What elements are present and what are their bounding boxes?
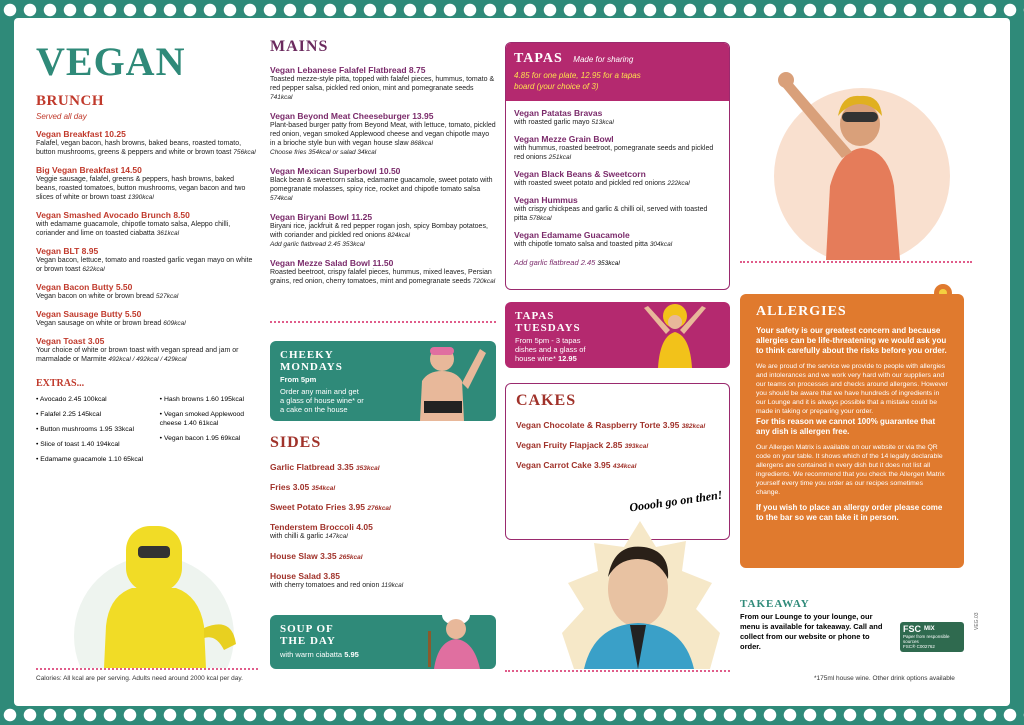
sides-item-price: 3.35 [320, 551, 337, 561]
tuesdays-desc-2: dishes and a glass of [515, 345, 586, 354]
soup-title-2: THE DAY [280, 635, 336, 647]
sides-item-kcal: 276kcal [367, 505, 391, 512]
tapas-box [505, 42, 730, 290]
brunch-item [36, 129, 256, 157]
tapas-pricing-1: 4.85 for one plate, 12.95 for a tapas [514, 71, 641, 80]
mains-item-desc: Roasted beetroot, crispy falafel pieces, hummus, mixed leaves, Persian grains, red onion, cherry tomatoes, mint and pomegranate seeds [270, 269, 492, 285]
mains-item-kcal: 574kcal [270, 195, 293, 202]
mains-item-kcal: 720kcal [472, 278, 496, 285]
scalloped-border-top [0, 0, 1024, 20]
tapas-item [514, 230, 721, 249]
smiling-man-photo [554, 513, 732, 669]
mains-item-price: 11.50 [372, 258, 394, 268]
fsc-mix: MIX [924, 626, 935, 632]
brunch-item-name: Vegan Breakfast [36, 129, 103, 139]
tuesdays-desc-3: house wine* [515, 354, 556, 363]
brunch-item [36, 336, 256, 364]
sides-item [270, 462, 496, 472]
tuesdays-title-2: TUESDAYS [515, 322, 581, 334]
tuesdays-price: 12.95 [557, 354, 577, 363]
mains-item [270, 111, 496, 157]
sides-item [270, 522, 496, 541]
allergies-box [740, 294, 964, 568]
tapas-item-kcal: 513kcal [591, 119, 614, 126]
extras-item: • Vegan bacon 1.95 69kcal [160, 434, 256, 443]
brunch-item-price: 3.05 [87, 336, 105, 346]
soup-price: 5.95 [344, 650, 359, 659]
extras-item: • Slice of toast 1.40 194kcal [36, 440, 150, 449]
extras-item: • Hash browns 1.60 195kcal [160, 395, 256, 404]
swimmer-woman-photo [742, 46, 972, 260]
sides-item-kcal: 265kcal [339, 554, 363, 561]
takeaway-section [740, 598, 886, 652]
allergies-bold-2: For this reason we cannot 100% guarantee that any dish is allergen free. [756, 417, 936, 436]
sides-item-name: Garlic Flatbread [270, 462, 335, 472]
brunch-item-kcal: 609kcal [163, 320, 186, 327]
tapas-item-name: Vegan Mezze Grain Bowl [514, 134, 614, 144]
mains-item-desc: Black bean & sweetcorn salsa, edamame guacamole, sweet potato with pomegranate molasses, spicy rice, rocket and chipotle tomato salsa [270, 177, 493, 193]
mains-item [270, 258, 496, 286]
cakes-item [516, 420, 719, 430]
mains-item-kcal: 824kcal [387, 232, 410, 239]
cheeky-mondays-banner [270, 341, 496, 421]
tapas-tuesdays-banner [505, 302, 730, 368]
tapas-item-name: Vegan Black Beans & Sweetcorn [514, 169, 646, 179]
extras-right [160, 395, 256, 470]
sides-item-name: Tenderstem Broccoli [270, 522, 354, 532]
tapas-item-kcal: 222kcal [667, 180, 690, 187]
mains-item-note: Add garlic flatbread 2.45 353kcal [270, 241, 365, 248]
brunch-item-price: 8.95 [81, 246, 99, 256]
extras-left [36, 395, 150, 470]
cheeky-title-1: CHEEKY [280, 349, 334, 361]
sides-title: SIDES [270, 434, 322, 451]
tapas-item [514, 108, 721, 127]
sides-item-name: Sweet Potato Fries [270, 502, 347, 512]
fsc-label: FSC [903, 624, 921, 634]
soup-title-1: SOUP OF [280, 623, 334, 635]
cheeky-desc-1: Order any main and get [280, 387, 359, 396]
tapas-item-name: Vegan Hummus [514, 195, 578, 205]
brunch-item-desc: with edamame guacamole, chipotle tomato salsa, Aleppo chilli, coriander and lime on toasted ciabatta [36, 221, 231, 237]
dancer-photo [630, 302, 720, 368]
extras-item: • Avocado 2.45 100kcal [36, 395, 150, 404]
tapas-item-kcal: 251kcal [548, 154, 572, 161]
brunch-title: BRUNCH [36, 93, 105, 109]
sides-item [270, 482, 496, 492]
divider [36, 668, 258, 670]
mains-item-desc: Plant-based burger patty from Beyond Meat, with lettuce, tomato, pickled red onion, vegan smoked Applewood cheese and vegan chipotle mayo in a brioche style bun with vegan house slaw [270, 122, 496, 147]
sides-item-name: House Salad [270, 571, 322, 581]
brunch-item-kcal: 622kcal [82, 266, 105, 273]
allergies-title: ALLERGIES [756, 304, 847, 319]
allergies-body-2: Our Allergen Matrix is available on our website or via the QR code on your table. It shows which of the 14 legally declarable allergens are contained in every dish but it does not list all ingredients. We recommend that you check the Allergen Matrix yourself every time you order as our recipes sometimes change. [756, 444, 945, 496]
brunch-item-name: Big Vegan Breakfast [36, 165, 119, 175]
brunch-item [36, 246, 256, 274]
menu-sheet [14, 18, 1010, 706]
extras-title: EXTRAS... [36, 378, 85, 389]
cakes-item-name: Vegan Chocolate & Raspberry Torte [516, 420, 661, 430]
cakes-item-price: 3.95 [662, 420, 680, 430]
allergies-bold-1: Your safety is our greatest concern and because allergies can be life-threatening we would ask you to think carefully about the risks before you order. [756, 326, 947, 355]
brunch-item-price: 5.50 [124, 309, 142, 319]
mains-title: MAINS [270, 38, 329, 55]
fsc-code: FSC® C002762 [903, 644, 935, 649]
oooh-caption: Ooooh go on then! [628, 487, 724, 515]
cheeky-title-2: MONDAYS [280, 361, 343, 373]
tapas-item [514, 169, 721, 188]
cheeky-time: From 5pm [280, 375, 317, 384]
tapas-addon: Add garlic flatbread 2.45 [514, 258, 596, 267]
brunch-item-desc: Falafel, vegan bacon, hash browns, baked beans, roasted tomato, button mushrooms, greens & peppers and white or brown toast [36, 140, 242, 156]
tapas-item [514, 195, 721, 223]
sides-column [270, 434, 496, 590]
cakes-item-name: Vegan Carrot Cake [516, 460, 592, 470]
tapas-item [514, 134, 721, 162]
tapas-list [514, 108, 721, 249]
brand-title: VEGAN [36, 39, 186, 84]
extras-item: • Edamame guacamole 1.10 65kcal [36, 455, 150, 464]
brunch-item [36, 309, 256, 328]
mains-column [270, 38, 496, 286]
brunch-item-desc: Vegan sausage on white or brown bread [36, 320, 162, 327]
brunch-item-kcal: 1390kcal [127, 194, 154, 201]
mains-item-name: Vegan Beyond Meat Cheeseburger [270, 111, 410, 121]
tapas-title: TAPAS [514, 51, 563, 66]
mains-item-price: 8.75 [408, 65, 426, 75]
brunch-item-kcal: 527kcal [155, 293, 179, 300]
cakes-title: CAKES [516, 392, 577, 409]
sides-item [270, 502, 496, 512]
cakes-list [516, 420, 719, 470]
mains-list [270, 65, 496, 286]
mains-item-price: 13.95 [412, 111, 434, 121]
brunch-item-name: Vegan Sausage Butty [36, 309, 123, 319]
soup-banner [270, 615, 496, 669]
tapas-item-desc: with roasted garlic mayo [514, 119, 590, 126]
brunch-item-desc: Vegan bacon on white or brown bread [36, 293, 154, 300]
sides-item-price: 4.05 [356, 522, 373, 532]
mains-item-name: Vegan Mexican Superbowl [270, 166, 377, 176]
tapas-item-desc: with crispy chickpeas and garlic & chilli oil, served with toasted pitta [514, 206, 708, 222]
cakes-item [516, 440, 719, 450]
brunch-item [36, 282, 256, 301]
brunch-item-name: Vegan Bacon Butty [36, 282, 114, 292]
sides-item-kcal: 119kcal [381, 582, 404, 589]
tapas-pricing-2: board (your choice of 3) [514, 82, 599, 91]
brunch-item [36, 210, 256, 238]
tapas-item-desc: with hummus, roasted beetroot, pomegranate seeds and pickled red onions [514, 145, 714, 161]
tapas-item-desc: with roasted sweet potato and pickled red onions [514, 180, 666, 187]
sides-item [270, 571, 496, 590]
brunch-item-kcal: 492kcal / 492kcal / 429kcal [108, 356, 187, 363]
brunch-item-price: 8.50 [173, 210, 190, 220]
divider [270, 321, 496, 323]
brunch-item-desc: Veggie sausage, falafel, greens & peppers, hash browns, baked beans, roasted tomatoes, button mushrooms, vegan bacon and two slices of white or brown toast [36, 176, 246, 201]
sides-item-price: 3.95 [348, 502, 365, 512]
sides-item [270, 551, 496, 561]
brunch-item-kcal: 756kcal [233, 149, 256, 156]
menu-code: VEG.03 [974, 612, 980, 630]
mains-item-kcal: 741kcal [270, 94, 293, 101]
extras-item: • Button mushrooms 1.95 33kcal [36, 425, 150, 434]
sides-item-price: 3.35 [337, 462, 354, 472]
mains-item [270, 65, 496, 102]
cakes-item-kcal: 434kcal [612, 463, 637, 470]
brunch-item-price: 14.50 [120, 165, 142, 175]
extras-list [36, 395, 256, 470]
wine-footnote: *175ml house wine. Other drink options available [814, 675, 955, 682]
cakes-item-kcal: 393kcal [624, 443, 649, 450]
mains-item-name: Vegan Mezze Salad Bowl [270, 258, 371, 268]
chef-photo [420, 615, 490, 669]
sides-item-name: House Slaw [270, 551, 318, 561]
allergies-bold-3: If you wish to place an allergy order please come to the bar so we can take it in person. [756, 503, 943, 522]
scalloped-border-bottom [0, 705, 1024, 725]
mains-item-note: Choose fries 354kcal or salad 34kcal [270, 149, 377, 156]
brunch-item-desc: Your choice of white or brown toast with vegan spread and jam or marmalade or Marmite [36, 347, 239, 363]
tuesdays-desc-1: From 5pm - 3 tapas [515, 336, 581, 345]
sides-list [270, 462, 496, 590]
brunch-item-price: 10.25 [104, 129, 126, 139]
mains-item-price: 10.50 [379, 166, 401, 176]
mains-item [270, 166, 496, 203]
tapas-item-name: Vegan Edamame Guacamole [514, 230, 630, 240]
brunch-item-price: 5.50 [115, 282, 133, 292]
sides-item-kcal: 353kcal [356, 465, 380, 472]
divider [740, 261, 972, 263]
tapas-header [506, 43, 729, 101]
extras-item: • Falafel 2.25 145kcal [36, 410, 150, 419]
soup-desc: with warm ciabatta [280, 650, 343, 659]
mains-item-name: Vegan Lebanese Falafel Flatbread [270, 65, 407, 75]
cakes-item-kcal: 382kcal [681, 423, 706, 430]
brunch-item [36, 165, 256, 202]
brunch-item-desc: Vegan bacon, lettuce, tomato and roasted garlic vegan mayo on white or brown toast [36, 257, 253, 273]
cakes-item-price: 3.95 [593, 460, 611, 470]
mains-item [270, 212, 496, 249]
takeaway-desc: From our Lounge to your lounge, our menu is available for takeaway. Call and collect from our website or phone to order. [740, 612, 883, 651]
tapas-item-desc: with chipotle tomato salsa and toasted pitta [514, 241, 648, 248]
sides-item-kcal: 354kcal [311, 485, 336, 492]
tapas-item-kcal: 304kcal [649, 241, 673, 248]
fsc-logo [900, 622, 964, 652]
mains-item-desc: Toasted mezze-style pitta, topped with falafel pieces, hummus, tomato & red pepper salsa, pickled red onion, mint and pomegranate seeds [270, 76, 495, 92]
brunch-subtitle: Served all day [36, 112, 87, 121]
tapas-addon-kcal: 353kcal [597, 260, 620, 267]
mains-item-name: Vegan Biryani Bowl [270, 212, 349, 222]
extras-item: • Vegan smoked Applewood cheese 1.40 61kcal [160, 410, 256, 428]
tapas-tagline: Made for sharing [573, 55, 634, 64]
sides-item-desc: with chilli & garlic [270, 533, 324, 540]
sides-item-price: 3.85 [323, 571, 340, 581]
swimmer-man-photo [402, 341, 492, 421]
brunch-item-kcal: 361kcal [156, 230, 180, 237]
cakes-item-name: Vegan Fruity Flapjack [516, 440, 604, 450]
brunch-list [36, 129, 256, 364]
cheeky-desc-2: a glass of house wine* or [280, 396, 364, 405]
mains-item-desc: Biryani rice, jackfruit & red pepper rogan josh, spicy Bombay potatoes, with coriander and pickled red onions [270, 223, 488, 239]
allergies-body-1: We are proud of the service we provide to people with allergies and intolerances and we work very hard with our suppliers and our teams on processes and checks around allergens. However you should be aware that we have hundreds of ingredients in our Lounge and it is always possible that a mistake could be made in taking or preparing your order. [756, 363, 948, 415]
tapas-item-kcal: 578kcal [529, 215, 552, 222]
tapas-item-name: Vegan Patatas Bravas [514, 108, 603, 118]
brunch-item-name: Vegan BLT [36, 246, 80, 256]
tuesdays-title-1: TAPAS [515, 310, 555, 322]
brunch-item-name: Vegan Smashed Avocado Brunch [36, 210, 171, 220]
fsc-sub: Paper from responsible sources [903, 634, 950, 644]
yellow-suit-photo [54, 516, 254, 668]
sides-item-price: 3.05 [292, 482, 310, 492]
sides-item-desc: with cherry tomatoes and red onion [270, 582, 380, 589]
sides-item-name: Fries [270, 482, 291, 492]
takeaway-title: TAKEAWAY [740, 598, 810, 610]
cheeky-desc-3: a cake on the house [280, 405, 348, 414]
sides-item-kcal: 147kcal [325, 533, 348, 540]
mains-item-price: 11.25 [351, 212, 373, 222]
divider [505, 670, 730, 672]
cakes-item [516, 460, 719, 470]
brunch-item-name: Vegan Toast [36, 336, 86, 346]
calories-note: Calories: All kcal are per serving. Adults need around 2000 kcal per day. [36, 675, 243, 682]
mains-item-kcal: 868kcal [410, 140, 433, 147]
brunch-column [36, 38, 256, 470]
cakes-item-price: 2.85 [605, 440, 623, 450]
